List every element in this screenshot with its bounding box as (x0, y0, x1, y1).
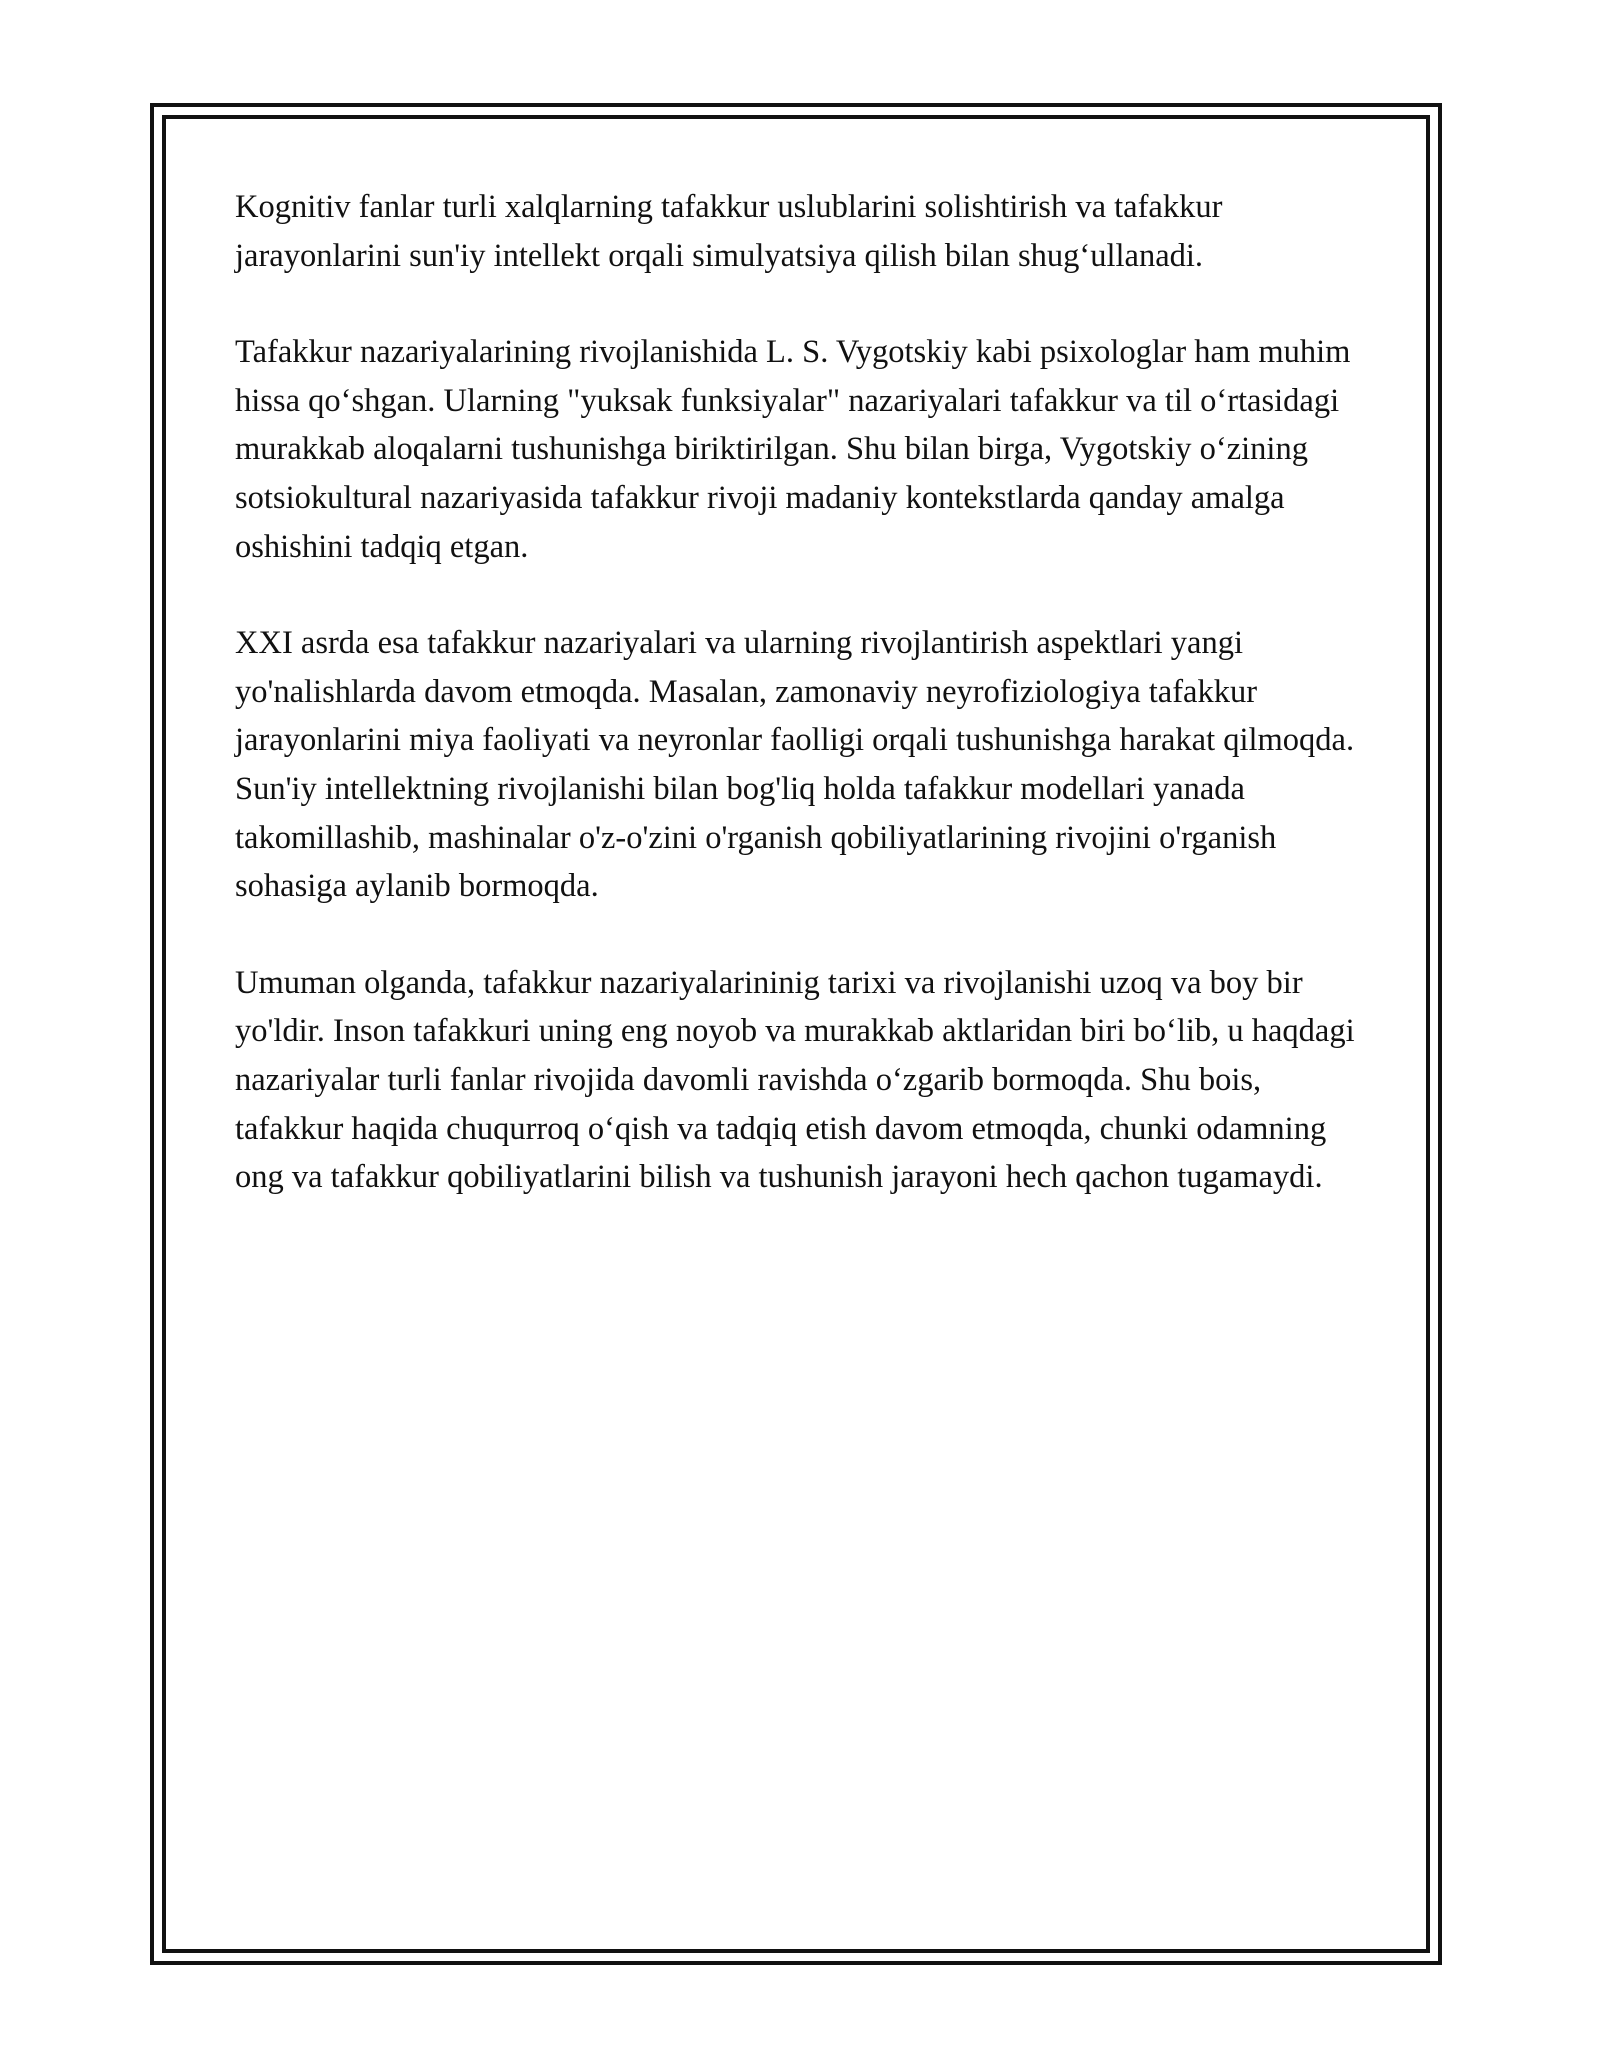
paragraph-conclusion: Umuman olganda, tafakkur nazariyalarininig tarixi va rivojlanishi uzoq va boy bir yo'ldir. Inson tafakkuri uning eng noyob va murakkab aktlaridan biri bo‘lib, u haqdagi nazariyalar turli fanlar rivojida davomli ravishda o‘zgarib bormoqda. Shu bois, tafakkur haqida chuqurroq o‘qish va tadqiq etish davom etmoqda, chunki odamning ong va tafakkur qobiliyatlarini bilish va tushunish jarayoni hech qachon tugamaydi. (235, 964, 1355, 1196)
paragraph-vygotsky: Tafakkur nazariyalarining rivojlanishida L. S. Vygotskiy kabi psixologlar ham muhim hissa qo‘shgan. Ularning "yuksak funksiyalar" nazariyalari tafakkur va til o‘rtasidagi murakkab aloqalarni tushunishga biriktirilgan. Shu bilan birga, Vygotskiy o‘zining sotsiokultural nazariyasida tafakkur rivoji madaniy kontekstlarda qanday amalga oshishini tadqiq etgan. (235, 334, 1351, 565)
paragraph-21st-century: XXI asrda esa tafakkur nazariyalari va ularning rivojlantirish aspektlari yangi yo'nalishlarda davom etmoqda. Masalan, zamonaviy neyrofiziologiya tafakkur jarayonlarini miya faoliyati va neyronlar faolligi orqali tushunishga harakat qilmoqda. Sun'iy intellektning rivojlanishi bilan bog'liq holda tafakkur modellari yanada takomillashib, mashinalar o'z-o'zini o'rganish qobiliyatlarining rivojini o'rganish sohasiga aylanib bormoqda. (235, 625, 1355, 905)
paragraph-cognitive-sciences: Kognitiv fanlar turli xalqlarning tafakkur uslublarini solishtirish va tafakkur jarayonlarini sun'iy intellekt orqali simulyatsiya qilish bilan shug‘ullanadi. (235, 189, 1223, 274)
document-body (235, 183, 1365, 1202)
